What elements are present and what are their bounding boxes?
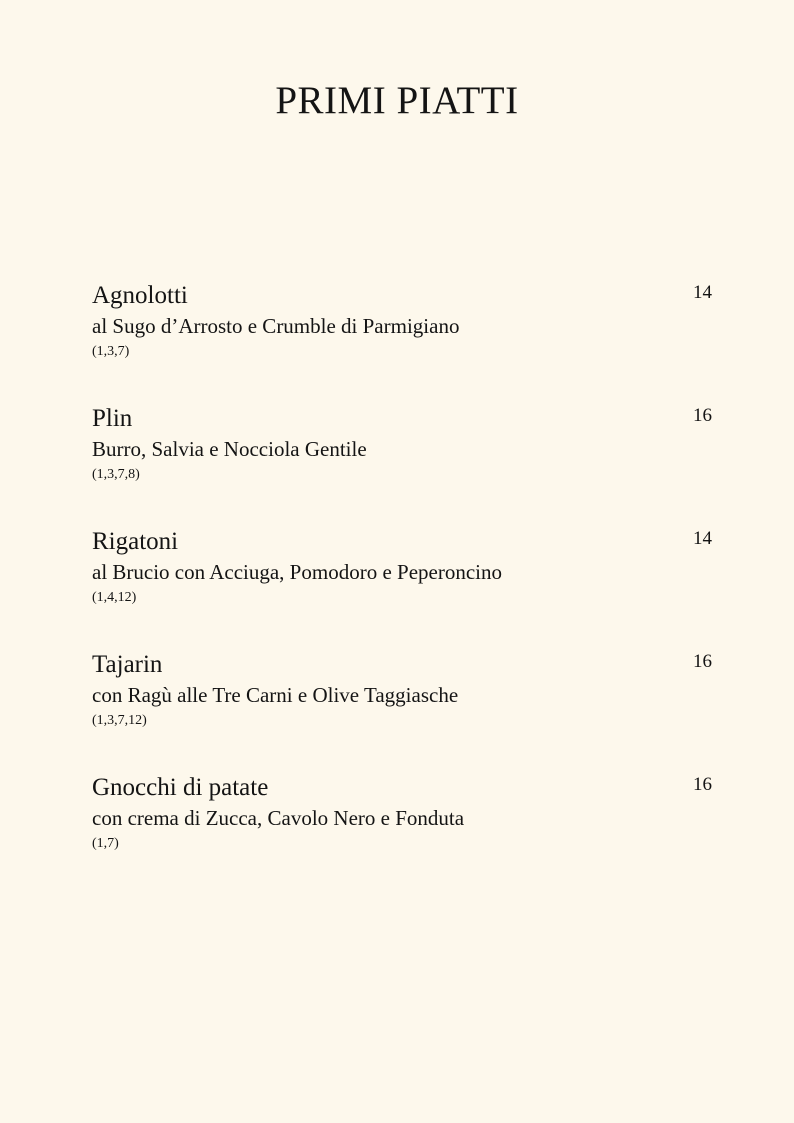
dish-price: 14 bbox=[693, 282, 712, 303]
dish-description: con Ragù alle Tre Carni e Olive Taggiasche bbox=[92, 683, 459, 707]
menu-item-gnocchi bbox=[92, 772, 712, 895]
menu-item-agnolotti bbox=[92, 280, 712, 403]
dish-allergens: (1,3,7) bbox=[92, 344, 130, 359]
dish-description: Burro, Salvia e Nocciola Gentile bbox=[92, 437, 367, 461]
dish-description: al Sugo d’Arrosto e Crumble di Parmigiano bbox=[92, 314, 460, 338]
dish-name: Tajarin bbox=[92, 651, 163, 678]
dish-allergens: (1,3,7,12) bbox=[92, 713, 147, 728]
dish-allergens: (1,3,7,8) bbox=[92, 467, 140, 482]
dish-price: 16 bbox=[693, 405, 712, 426]
dish-price: 16 bbox=[693, 651, 712, 672]
menu-list bbox=[92, 280, 712, 895]
dish-name: Agnolotti bbox=[92, 282, 188, 309]
dish-name: Plin bbox=[92, 405, 133, 432]
dish-allergens: (1,4,12) bbox=[92, 590, 137, 605]
dish-name: Rigatoni bbox=[92, 528, 179, 555]
dish-allergens: (1,7) bbox=[92, 836, 119, 851]
menu-item-rigatoni bbox=[92, 526, 712, 649]
dish-description: con crema di Zucca, Cavolo Nero e Fonduta bbox=[92, 806, 465, 830]
dish-price: 16 bbox=[693, 774, 712, 795]
dish-price: 14 bbox=[693, 528, 712, 549]
menu-item-plin bbox=[92, 403, 712, 526]
dish-description: al Brucio con Acciuga, Pomodoro e Peperoncino bbox=[92, 560, 502, 584]
dish-name: Gnocchi di patate bbox=[92, 774, 269, 801]
page-title: PRIMI PIATTI bbox=[275, 79, 519, 122]
menu-item-tajarin bbox=[92, 649, 712, 772]
